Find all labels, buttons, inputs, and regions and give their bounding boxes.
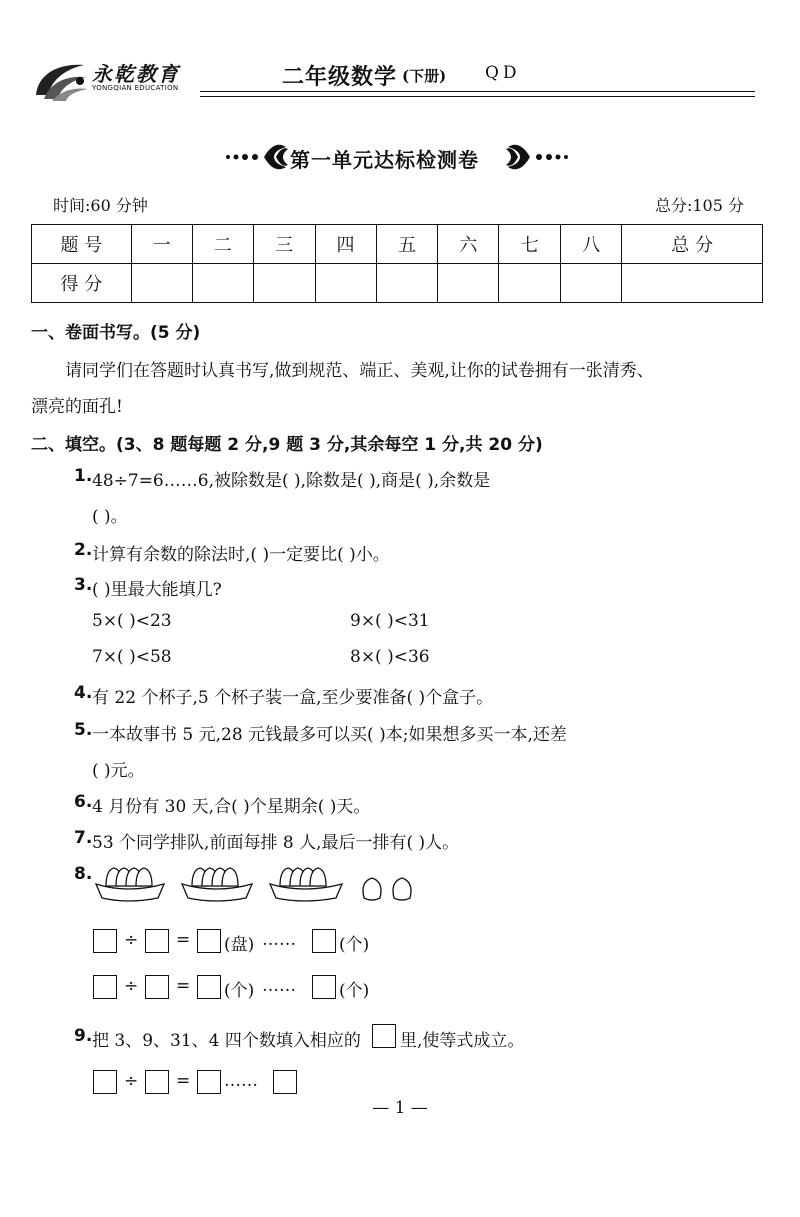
exam-time: 时间:60 分钟 xyxy=(53,196,148,215)
book-edition: QD xyxy=(485,63,521,83)
answer-box[interactable] xyxy=(273,1070,297,1094)
page-number: — 1 — xyxy=(372,1098,428,1118)
loose-peaches-icon xyxy=(363,878,411,900)
answer-box[interactable] xyxy=(145,929,169,953)
unit-each: (个) xyxy=(224,981,255,1001)
answer-box[interactable] xyxy=(93,975,117,999)
divide-sign: ÷ xyxy=(124,930,139,950)
plate-of-peaches-icon xyxy=(182,868,252,901)
answer-box[interactable] xyxy=(197,929,221,953)
answer-box[interactable] xyxy=(197,1070,221,1094)
column-6: 六 xyxy=(438,225,499,264)
score-cell[interactable] xyxy=(561,264,622,303)
question-number: 2. xyxy=(74,540,93,560)
unit-each: (个) xyxy=(339,981,370,1001)
question-9-text: 把 3、9、31、4 四个数填入相应的 xyxy=(92,1031,361,1051)
equals-sign: = xyxy=(176,930,191,950)
divide-sign: ÷ xyxy=(124,976,139,996)
question-number: 7. xyxy=(74,828,93,848)
header-rule-thin xyxy=(200,96,755,97)
question-6-text: 4 月份有 30 天,合( )个星期余( )天。 xyxy=(92,797,371,817)
equals-sign: = xyxy=(176,976,191,996)
answer-box[interactable] xyxy=(145,1070,169,1094)
question-2-text: 计算有余数的除法时,( )一定要比( )小。 xyxy=(92,545,390,565)
question-3-expression: 5×( )<23 xyxy=(92,611,172,631)
exam-title: 第一单元达标检测卷 xyxy=(290,148,479,172)
question-1-text-cont: ( )。 xyxy=(92,507,128,527)
question-3-expression: 7×( )<58 xyxy=(92,647,172,667)
question-4-text: 有 22 个杯子,5 个杯子装一盒,至少要准备( )个盒子。 xyxy=(92,688,494,708)
section-1-title: 一、卷面书写。(5 分) xyxy=(31,323,201,343)
question-1-text: 48÷7=6……6,被除数是( ),除数是( ),商是( ),余数是 xyxy=(92,471,491,491)
answer-box-sample xyxy=(372,1024,396,1048)
score-cell[interactable] xyxy=(315,264,376,303)
score-label: 得 分 xyxy=(32,264,132,303)
exam-total-score: 总分:105 分 xyxy=(654,196,744,215)
score-table-header-row xyxy=(32,225,763,264)
question-number: 6. xyxy=(74,792,93,812)
remainder-dots: …… xyxy=(224,1071,258,1091)
question-3-expression: 8×( )<36 xyxy=(350,647,430,667)
answer-box[interactable] xyxy=(93,1070,117,1094)
book-title: 二年级数学 xyxy=(282,65,398,90)
section-2-title: 二、填空。(3、8 题每题 2 分,9 题 3 分,其余每空 1 分,共 20 分) xyxy=(31,435,543,455)
column-1: 一 xyxy=(131,225,192,264)
score-cell[interactable] xyxy=(438,264,499,303)
question-3-expression: 9×( )<31 xyxy=(350,611,430,631)
answer-box[interactable] xyxy=(197,975,221,999)
header-label: 题 号 xyxy=(32,225,132,264)
score-cell[interactable] xyxy=(131,264,192,303)
question-number: 3. xyxy=(74,575,93,595)
score-cell[interactable] xyxy=(376,264,438,303)
answer-box[interactable] xyxy=(145,975,169,999)
question-number: 1. xyxy=(74,466,93,486)
score-cell[interactable] xyxy=(499,264,561,303)
question-number: 9. xyxy=(74,1026,93,1046)
column-8: 八 xyxy=(561,225,622,264)
score-cell[interactable] xyxy=(192,264,253,303)
question-7-text: 53 个同学排队,前面每排 8 人,最后一排有( )人。 xyxy=(92,833,460,853)
column-3: 三 xyxy=(253,225,315,264)
total-label: 总 分 xyxy=(622,225,763,264)
score-cell[interactable] xyxy=(253,264,315,303)
unit-each: (个) xyxy=(339,935,370,955)
score-table-score-row xyxy=(32,264,763,303)
question-3-text: ( )里最大能填几? xyxy=(92,580,222,600)
column-5: 五 xyxy=(376,225,438,264)
brand-name: 永乾教育 xyxy=(92,62,180,86)
equals-sign: = xyxy=(176,1071,191,1091)
column-7: 七 xyxy=(499,225,561,264)
section-1-text: 请同学们在答题时认真书写,做到规范、端正、美观,让你的试卷拥有一张清秀、 xyxy=(65,361,654,381)
question-5-text: 一本故事书 5 元,28 元钱最多可以买( )本;如果想多买一本,还差 xyxy=(92,725,567,745)
score-table xyxy=(31,224,763,303)
question-9-text-cont: 里,使等式成立。 xyxy=(400,1031,525,1051)
answer-box[interactable] xyxy=(93,929,117,953)
answer-box[interactable] xyxy=(312,929,336,953)
question-number: 4. xyxy=(74,683,93,703)
divide-sign: ÷ xyxy=(124,1071,139,1091)
brand-name-english: YONGQIAN EDUCATION xyxy=(92,84,179,92)
book-volume: (下册) xyxy=(402,67,447,85)
answer-box[interactable] xyxy=(312,975,336,999)
remainder-dots: …… xyxy=(262,930,296,950)
plate-of-peaches-icon xyxy=(96,868,164,901)
column-2: 二 xyxy=(192,225,253,264)
plate-of-peaches-icon xyxy=(270,868,342,901)
column-4: 四 xyxy=(315,225,376,264)
header-rule xyxy=(200,91,755,92)
section-1-text-cont: 漂亮的面孔! xyxy=(31,397,123,417)
question-number: 5. xyxy=(74,720,93,740)
question-5-text-cont: ( )元。 xyxy=(92,761,145,781)
peach-plates-illustration xyxy=(92,860,432,910)
total-score-cell[interactable] xyxy=(622,264,763,303)
question-number: 8. xyxy=(74,864,93,884)
unit-plate: (盘) xyxy=(224,935,255,955)
remainder-dots: …… xyxy=(262,976,296,996)
